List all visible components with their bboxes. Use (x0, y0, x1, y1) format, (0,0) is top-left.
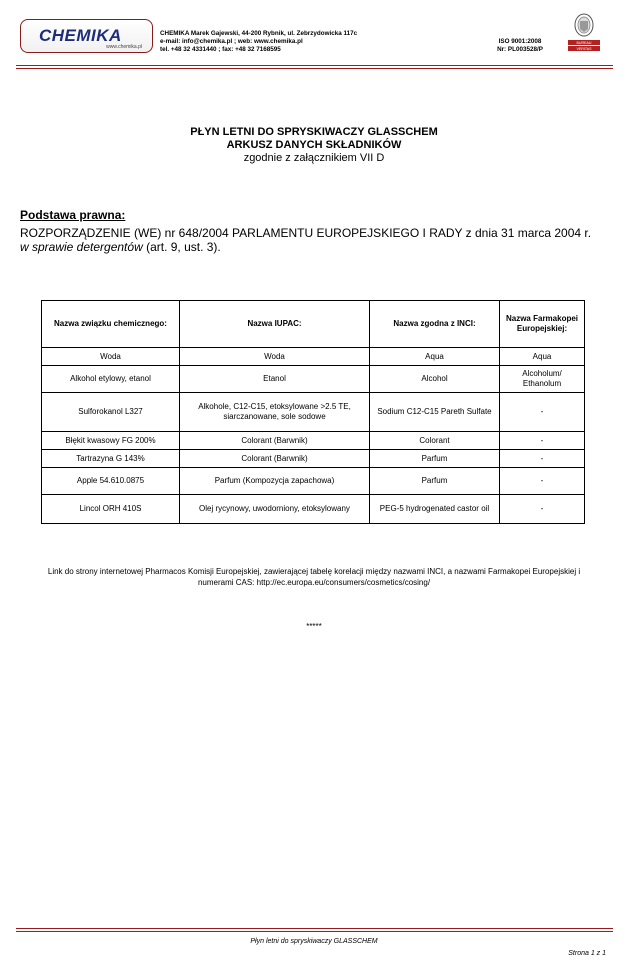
legal-basis-text (20, 226, 620, 254)
cell-chemical-name: Woda (42, 348, 180, 366)
iso-certificate (470, 38, 570, 54)
iso-number: Nr: PL003528/P (497, 46, 543, 53)
table-row (42, 495, 585, 524)
cosing-link-note: Link do strony internetowej Pharmacos Komisji Europejskiej, zawierającej tabelę korelacji między nazwami INCI, a nazwami Farmakopei Europejskiej i numerami CAS: http://ec.europa.eu/consumers/cosmetics/cosing/ (47, 567, 581, 587)
cell-chemical-name: Apple 54.610.0875 (42, 468, 180, 495)
cell-iupac-name: Colorant (Barwnik) (180, 450, 370, 468)
header-chemical-name: Nazwa związku chemicznego: (42, 301, 180, 348)
cell-pharmacopoeia-name: Aqua (500, 348, 585, 366)
table-row (42, 468, 585, 495)
cell-chemical-name: Sulforokanol L327 (42, 393, 180, 432)
cell-iupac-name: Alkohole, C12-C15, etoksylowane >2.5 TE, siarczanowane, sole sodowe (180, 393, 370, 432)
cell-inci-name: Aqua (370, 348, 500, 366)
company-info (160, 30, 357, 54)
cell-iupac-name: Colorant (Barwnik) (180, 432, 370, 450)
table-row (42, 348, 585, 366)
cell-inci-name: Parfum (370, 450, 500, 468)
cell-inci-name: Parfum (370, 468, 500, 495)
cell-pharmacopoeia-name: - (500, 450, 585, 468)
cell-pharmacopoeia-name: - (500, 432, 585, 450)
cell-chemical-name: Tartrazyna G 143% (42, 450, 180, 468)
regulation-article: (art. 9, ust. 3). (142, 240, 221, 254)
table-row (42, 393, 585, 432)
cell-iupac-name: Olej rycynowy, uwodorniony, etoksylowany (180, 495, 370, 524)
logo-text: CHEMIKA (39, 26, 122, 45)
company-contact: e-mail: info@chemika.pl ; web: www.chemika.pl (160, 38, 303, 45)
cell-iupac-name: Woda (180, 348, 370, 366)
footer-rule-blue (16, 931, 613, 932)
cell-pharmacopoeia-name: Alcoholum/ Ethanolum (500, 366, 585, 393)
footer-page-number: Strona 1 z 1 (568, 950, 606, 957)
cell-inci-name: PEG-5 hydrogenated castor oil (370, 495, 500, 524)
ingredients-table (41, 300, 585, 524)
header-pharmacopoeia-name: Nazwa Farmakopei Europejskiej: (500, 301, 585, 348)
cell-chemical-name: Alkohol etylowy, etanol (42, 366, 180, 393)
header-iupac-name: Nazwa IUPAC: (180, 301, 370, 348)
cell-pharmacopoeia-name: - (500, 468, 585, 495)
header-inci-name: Nazwa zgodna z INCI: (370, 301, 500, 348)
svg-text:BUREAU: BUREAU (576, 41, 592, 45)
certification-seal-icon (566, 12, 602, 54)
iso-standard: ISO 9001:2008 (498, 38, 542, 45)
regulation-line: ROZPORZĄDZENIE (WE) nr 648/2004 PARLAMENTU EUROPEJSKIEGO I RADY z dnia 31 marca 2004 r. (20, 226, 592, 240)
sheet-title: ARKUSZ DANYCH SKŁADNIKÓW (226, 139, 402, 151)
cell-inci-name: Sodium C12-C15 Pareth Sulfate (370, 393, 500, 432)
cell-pharmacopoeia-name: - (500, 495, 585, 524)
end-marker: ***** (306, 622, 322, 631)
table-row (42, 366, 585, 393)
svg-text:VERITAS: VERITAS (576, 47, 592, 51)
company-logo (20, 19, 153, 53)
product-title: PŁYN LETNI DO SPRYSKIWACZY GLASSCHEM (190, 126, 438, 138)
footer-document-name: Płyn letni do spryskiwaczy GLASSCHEM (250, 938, 378, 945)
logo-url: www.chemika.pl (106, 44, 142, 50)
table-row (42, 450, 585, 468)
cell-chemical-name: Lincol ORH 410S (42, 495, 180, 524)
table-header-row (42, 301, 585, 348)
company-address: CHEMIKA Marek Gajewski, 44-200 Rybnik, ul. Zebrzydowicka 117c (160, 30, 358, 37)
document-title (0, 126, 628, 165)
regulation-subject: w sprawie detergentów (20, 240, 143, 254)
cell-chemical-name: Błękit kwasowy FG 200% (42, 432, 180, 450)
cell-iupac-name: Etanol (180, 366, 370, 393)
certification-logo (566, 12, 602, 54)
legal-basis-heading: Podstawa prawna: (20, 208, 126, 222)
table-row (42, 432, 585, 450)
cell-pharmacopoeia-name: - (500, 393, 585, 432)
footer-rule-red (16, 928, 613, 929)
sheet-subtitle: zgodnie z załącznikiem VII D (243, 152, 385, 164)
cell-inci-name: Colorant (370, 432, 500, 450)
cell-inci-name: Alcohol (370, 366, 500, 393)
header-rule-red (16, 68, 613, 69)
header-rule-blue (16, 65, 613, 66)
cell-iupac-name: Parfum (Kompozycja zapachowa) (180, 468, 370, 495)
company-phone: tel. +48 32 4331440 ; fax: +48 32 7168595 (160, 46, 281, 53)
